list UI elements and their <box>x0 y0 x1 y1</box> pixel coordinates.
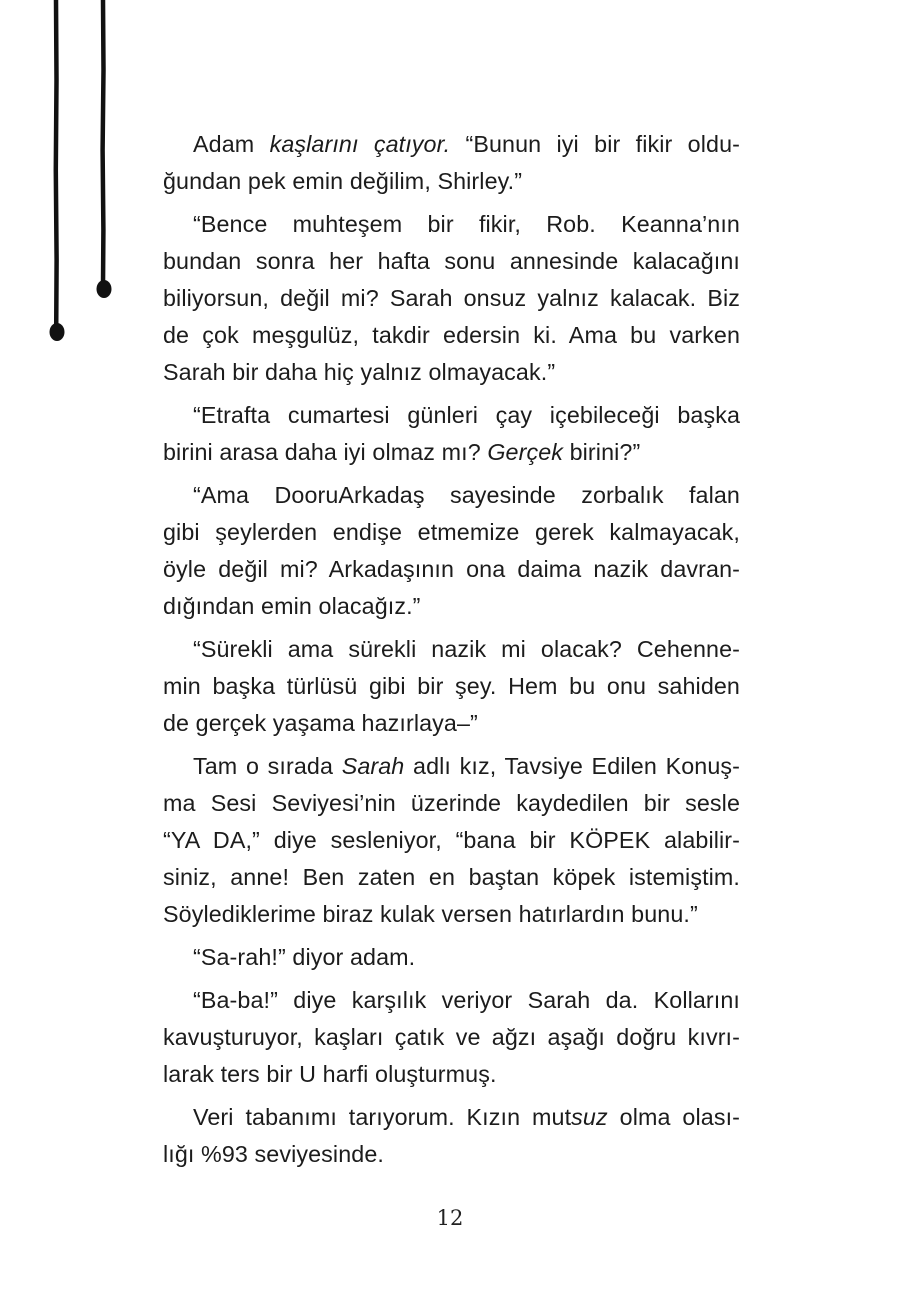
text-segment: “Bunun iyi bir fikir oldu- <box>450 131 740 157</box>
paragraph <box>163 748 740 933</box>
paragraph <box>163 982 740 1093</box>
text-line <box>163 1136 740 1173</box>
text-line <box>163 126 740 163</box>
paragraph <box>163 126 740 200</box>
text-segment: birini arasa daha iyi olmaz mı? <box>163 439 488 465</box>
text-segment: öyle değil mi? Arkadaşının ona daima nazik davran- <box>163 556 740 582</box>
text-line <box>163 514 740 551</box>
text-line <box>163 748 740 785</box>
text-segment: biliyorsun, değil mi? Sarah onsuz yalnız kalacak. Biz <box>163 285 740 311</box>
text-line <box>163 1019 740 1056</box>
text-line <box>163 477 740 514</box>
paragraph <box>163 939 740 976</box>
text-segment: de gerçek yaşama hazırlaya–” <box>163 710 478 736</box>
hanging-strings-decoration <box>0 0 140 360</box>
text-line <box>163 982 740 1019</box>
text-segment: Tam o sırada <box>193 753 342 779</box>
text-segment: Söylediklerime biraz kulak versen hatırlardın bunu.” <box>163 901 698 927</box>
text-line <box>163 163 740 200</box>
text-line <box>163 206 740 243</box>
text-line <box>163 434 740 471</box>
text-segment: “Ama DooruArkadaş sayesinde zorbalık falan <box>193 482 740 508</box>
text-line <box>163 397 740 434</box>
text-segment: Adam <box>193 131 270 157</box>
italic-text: suz <box>571 1104 608 1130</box>
italic-text: kaşlarını çatıyor. <box>269 131 451 157</box>
text-line <box>163 1056 740 1093</box>
text-segment: dığından emin olacağız.” <box>163 593 421 619</box>
text-segment: gibi şeylerden endişe etmemize gerek kalmayacak, <box>163 519 740 545</box>
text-segment: “Sa-rah!” diyor adam. <box>193 944 416 970</box>
text-segment: “Etrafta cumartesi günleri çay içebileceği başka <box>193 402 740 428</box>
text-segment: lığı %93 seviyesinde. <box>163 1141 384 1167</box>
text-segment: birini?” <box>563 439 641 465</box>
text-segment: min başka türlüsü gibi bir şey. Hem bu onu sahiden <box>163 673 740 699</box>
text-segment: olma olası- <box>607 1104 740 1130</box>
text-line <box>163 243 740 280</box>
text-line <box>163 705 740 742</box>
text-line <box>163 896 740 933</box>
paragraph <box>163 1099 740 1173</box>
paragraph <box>163 477 740 625</box>
paragraph <box>163 631 740 742</box>
text-segment: siniz, anne! Ben zaten en baştan köpek istemiştim. <box>163 864 740 890</box>
italic-text: Sarah <box>341 753 405 779</box>
text-line <box>163 588 740 625</box>
text-segment: “Ba-ba!” diye karşılık veriyor Sarah da. Kollarını <box>193 987 740 1013</box>
text-line <box>163 668 740 705</box>
body-text <box>163 126 740 1179</box>
text-line <box>163 354 740 391</box>
text-segment: ğundan pek emin değilim, Shirley.” <box>163 168 523 194</box>
text-line <box>163 785 740 822</box>
text-segment: Sarah bir daha hiç yalnız olmayacak.” <box>163 359 556 385</box>
text-segment: larak ters bir U harfi oluşturmuş. <box>163 1061 497 1087</box>
text-line <box>163 859 740 896</box>
text-line <box>163 551 740 588</box>
text-segment: kavuşturuyor, kaşları çatık ve ağzı aşağı doğru kıvrı- <box>163 1024 740 1050</box>
paragraph <box>163 397 740 471</box>
text-segment: bundan sonra her hafta sonu annesinde kalacağını <box>163 248 740 274</box>
italic-text: Gerçek <box>487 439 564 465</box>
text-segment: “YA DA,” diye sesleniyor, “bana bir KÖPEK alabilir- <box>163 827 740 853</box>
text-line <box>163 280 740 317</box>
text-line <box>163 822 740 859</box>
text-line <box>163 317 740 354</box>
text-segment: “Bence muhteşem bir fikir, Rob. Keanna’nın <box>193 211 740 237</box>
text-line <box>163 939 740 976</box>
page-number: 12 <box>436 1206 464 1230</box>
text-segment: Veri tabanımı tarıyorum. Kızın mut <box>193 1104 572 1130</box>
paragraph <box>163 206 740 391</box>
text-segment: ma Sesi Seviyesi’nin üzerinde kaydedilen bir sesle <box>163 790 740 816</box>
text-segment: “Sürekli ama sürekli nazik mi olacak? Cehenne- <box>193 636 740 662</box>
text-line <box>163 1099 740 1136</box>
text-segment: adlı kız, Tavsiye Edilen Konuş- <box>404 753 740 779</box>
text-segment: de çok meşgulüz, takdir edersin ki. Ama bu varken <box>163 322 740 348</box>
text-line <box>163 631 740 668</box>
